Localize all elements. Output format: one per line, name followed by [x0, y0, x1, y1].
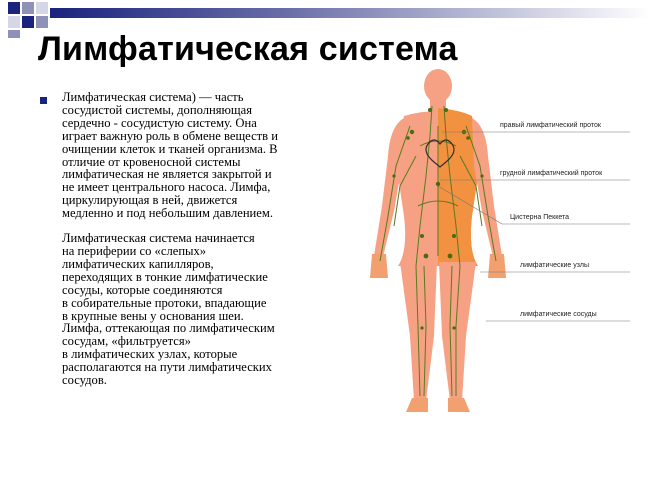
lymphatic-system-figure [360, 66, 640, 426]
deco-square [36, 2, 48, 14]
label-lymph-vessels: лимфатические сосуды [520, 311, 597, 318]
label-cisterna-chyli: Цистерна Пеккета [510, 214, 570, 221]
paragraph-1: Лимфатическая система) — часть сосудистой системы, дополняющая сердечно - сосудистую систему. Она играет важную роль в обмене веществ и очищении клеток и тканей организма. В отличие от кровеносной системы лимфатическая не является закрытой и не имеет центрального насоса. Лимфа, циркулирующая в ней, движется медленно и под небольшим давлением. [62, 90, 279, 221]
deco-bar [50, 8, 650, 18]
deco-square [8, 16, 20, 28]
paragraph-2: Лимфатическая система начинается на периферии со «слепых» лимфатических капилляров, переходящих в тонкие лимфатические сосуды, которые соединяются в собирательные протоки, впадающие в крупные вены у основания шеи. Лимфа, оттекающая по лимфатическим сосудам, «фильтруется» в лимфатических узлах, которые располагаются на пути лимфатических сосудов. [62, 231, 275, 388]
slide-title: Лимфатическая система [38, 30, 458, 68]
body-text [62, 91, 324, 387]
deco-square [8, 30, 20, 38]
human-body-diagram [360, 66, 640, 426]
deco-square [36, 16, 48, 28]
deco-square [22, 16, 34, 28]
label-thoracic-duct: грудной лимфатический проток [500, 170, 603, 177]
deco-square [8, 2, 20, 14]
bullet-marker [40, 97, 47, 104]
label-lymph-nodes: лимфатические узлы [520, 262, 590, 269]
deco-square [22, 2, 34, 14]
label-right-lymphatic-duct: правый лимфатический проток [500, 122, 601, 129]
